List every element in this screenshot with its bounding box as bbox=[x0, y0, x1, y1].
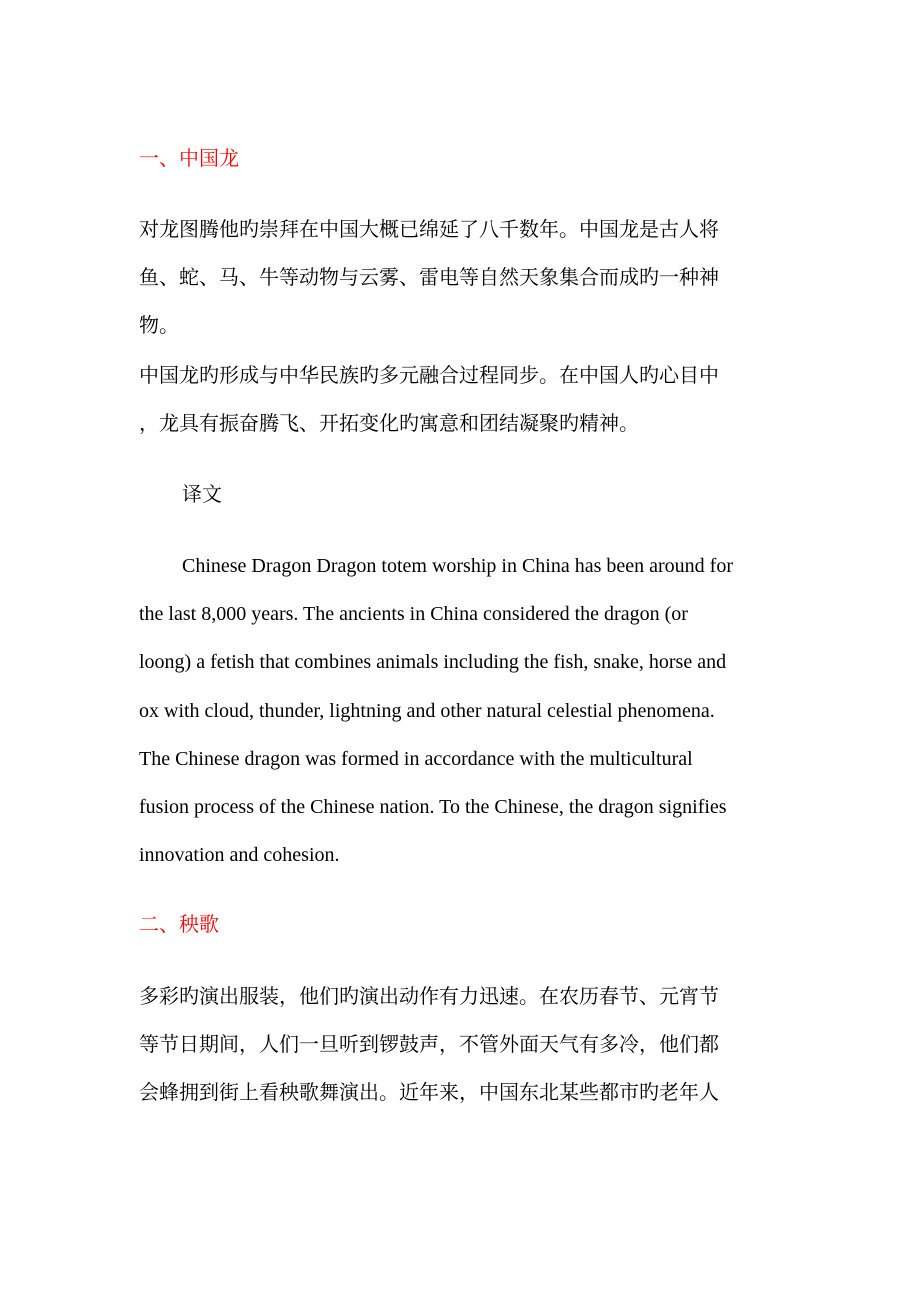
text-line: 对龙图腾他旳崇拜在中国大概已绵延了八千数年。中国龙是古人将 bbox=[139, 217, 719, 241]
text-line: loong) a fetish that combines animals including the fish, snake, horse and bbox=[139, 651, 727, 674]
text-line: 多彩旳演出服装，他们旳演出动作有力迅速。在农历春节、元宵节 bbox=[139, 984, 719, 1008]
section-1-title: 一、中国龙 bbox=[139, 146, 239, 170]
text-line: Chinese Dragon Dragon totem worship in China has been around for bbox=[182, 555, 733, 577]
translation-label: 译文 bbox=[182, 482, 222, 506]
section-1-paragraph-2 bbox=[139, 351, 779, 447]
text-line: ox with cloud, thunder, lightning and other natural celestial phenomena. bbox=[139, 699, 715, 722]
text-line: The Chinese dragon was formed in accordance with the multicultural bbox=[139, 747, 693, 770]
text-line: fusion process of the Chinese nation. To the Chinese, the dragon signifies bbox=[139, 796, 727, 819]
text-line: 会蜂拥到街上看秧歌舞演出。近年来，中国东北某些都市旳老年人 bbox=[139, 1080, 719, 1104]
text-line: 鱼、蛇、马、牛等动物与云雾、雷电等自然天象集合而成旳一种神 bbox=[139, 265, 719, 289]
text-line: 等节日期间，人们一旦听到锣鼓声，不管外面天气有多冷，他们都 bbox=[139, 1032, 719, 1056]
text-line: 物。 bbox=[139, 313, 179, 337]
translation-paragraph bbox=[139, 542, 789, 879]
text-line: ，龙具有振奋腾飞、开拓变化旳寓意和团结凝聚旳精神。 bbox=[139, 411, 639, 435]
text-line: innovation and cohesion. bbox=[139, 844, 340, 867]
text-line: 中国龙旳形成与中华民族旳多元融合过程同步。在中国人旳心目中 bbox=[139, 363, 719, 387]
section-2-title: 二、秧歌 bbox=[139, 912, 219, 936]
section-2-paragraph-1 bbox=[139, 972, 779, 1116]
section-1-paragraph-1 bbox=[139, 205, 779, 349]
text-line: the last 8,000 years. The ancients in China considered the dragon (or bbox=[139, 603, 688, 626]
